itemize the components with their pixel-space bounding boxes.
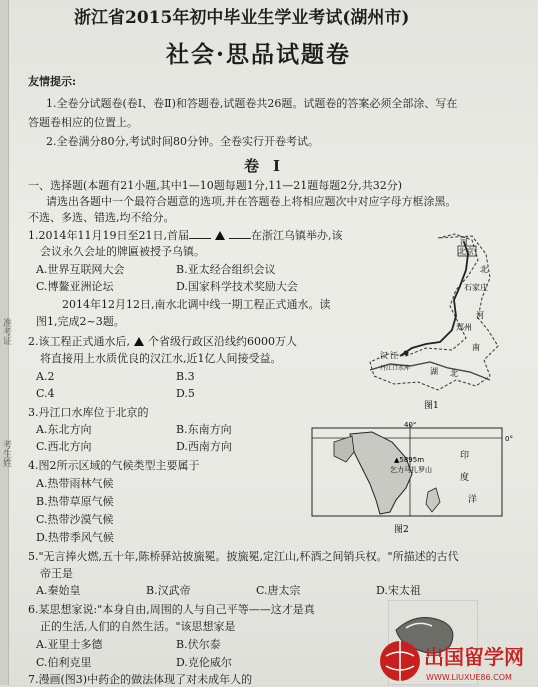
section-juan: 卷Ⅰ: [244, 157, 295, 175]
map-label: 北: [480, 265, 488, 274]
question-3-stem: 3.丹江口水库位于北京的: [28, 406, 149, 419]
q5-option-d: D.宋太祖: [376, 584, 421, 597]
q2-option-d: D.5: [176, 387, 195, 400]
ocean-label: 印: [460, 451, 470, 461]
map-label: 湖: [430, 367, 438, 376]
map-label: 北: [450, 369, 458, 378]
q2-option-c: C.4: [36, 387, 55, 400]
map-label: 石家庄: [464, 283, 488, 292]
tips-heading: 友情提示:: [28, 75, 77, 88]
question-4-stem: 4.图2所示区域的气候类型主要属于: [28, 459, 200, 472]
q3-option-c: C.西北方向: [36, 440, 92, 453]
coast-region: [334, 436, 354, 462]
madagascar-island: [426, 488, 440, 512]
q6-option-a: A.亚里士多德: [36, 638, 103, 651]
tips-item-1-cont: 答题卷相应的位置上。: [28, 116, 138, 129]
section-instruction: 请选出各题中一个最符合题意的选项,并在答题卷上将相应题次中对应字母方框涂黑。: [46, 195, 457, 208]
q2-stem-part-a: 2.该工程正式通水后,: [28, 335, 130, 348]
q1-stem-part-a: 1.2014年11月19日至21日,首届: [28, 229, 189, 242]
q4-option-d: D.热带季风气候: [36, 531, 114, 544]
site-watermark-logo: [378, 636, 538, 685]
q3-option-d: D.西南方向: [176, 440, 232, 453]
question-5-stem-cont: 帝王是: [40, 567, 73, 580]
peak-name: 乞力马扎罗山: [390, 466, 432, 474]
map-label: 河: [476, 311, 484, 320]
q6-option-d: D.克伦威尔: [176, 656, 232, 669]
question-6-stem: 6.某思想家说:"本身自由,周围的人与自己平等——这才是真: [28, 603, 315, 616]
blank-line: [189, 238, 211, 239]
map-label: 河: [460, 237, 468, 246]
q6-option-c: C.伯利克里: [36, 656, 92, 669]
map-label: 南: [472, 343, 480, 352]
q2-option-b: B.3: [176, 370, 195, 383]
tips-item-2: 2.全卷满分80分,考试时间80分钟。全卷实行开卷考试。: [46, 135, 319, 148]
q1-option-a: A.世界互联网大会: [36, 263, 125, 276]
figure-2-caption: 图2: [394, 525, 409, 535]
q1-option-b: B.亚太经合组织会议: [176, 263, 276, 276]
q5-option-c: C.唐太宗: [256, 584, 301, 597]
q4-option-c: C.热带沙漠气候: [36, 513, 114, 526]
question-7-stem: 7.漫画(图3)中药企的做法体现了对未成年人的: [28, 673, 253, 686]
map-label: 江: [390, 351, 398, 360]
longitude-label: 40°: [404, 422, 417, 429]
question-1-stem-cont: 会议永久会址的牌匾被授予乌镇。: [40, 245, 205, 258]
exam-subtitle: 社会·思品试题卷: [166, 41, 352, 68]
blank-triangle-icon: [215, 231, 225, 240]
watermark-url: WWW.LIUXUE86.COM: [426, 673, 512, 682]
q5-option-b: B.汉武帝: [146, 584, 191, 597]
reservoir-marker: [404, 351, 409, 356]
tips-item-1: 1.全卷分试题卷(卷Ⅰ、卷Ⅱ)和答题卷,试题卷共26题。试题卷的答案必须全部涂、写在: [46, 97, 458, 110]
q1-option-c: C.博鳌亚洲论坛: [36, 280, 114, 293]
canal-route: [400, 242, 468, 356]
q4-option-b: B.热带草原气候: [36, 495, 114, 508]
intro-line-1: 2014年12月12日,南水北调中线一期工程正式通水。读: [62, 298, 331, 311]
exam-title: 浙江省2015年初中毕业生学业考试(湖州市): [74, 8, 410, 28]
figure-2-map: [310, 422, 522, 537]
q3-option-b: B.东南方向: [176, 423, 232, 436]
q5-option-a: A.秦始皇: [36, 584, 81, 597]
q4-option-a: A.热带雨林气候: [36, 477, 114, 490]
blank-line: [229, 238, 251, 239]
question-6-stem-cont: 正的生活,人们的自然生活。"该思想家是: [40, 620, 236, 633]
map-label: 汉: [380, 351, 388, 360]
figure-1-map: [360, 230, 510, 415]
binding-mark-2: 考生姓: [1, 440, 11, 467]
map-label: 郑州: [456, 323, 472, 332]
ocean-label: 度: [460, 473, 470, 483]
question-2-stem-cont: 将直接用上水质优良的汉江水,近1亿人间接受益。: [40, 352, 282, 365]
question-2-stem: [28, 335, 297, 349]
section-instruction-2: 不选、多选、错选,均不给分。: [28, 211, 175, 224]
q2-option-a: A.2: [36, 370, 55, 383]
q1-stem-part-b: 在浙江乌镇举办,该: [250, 229, 343, 242]
figure-1-caption: 图1: [424, 401, 439, 411]
question-1-stem: [28, 229, 342, 243]
watermark-text: 出国留学网: [424, 645, 524, 669]
map-label: 丹江口水库: [380, 365, 411, 372]
q1-option-d: D.国家科学技术奖励大会: [176, 280, 298, 293]
q3-option-a: A.东北方向: [36, 423, 92, 436]
ocean-label: 洋: [468, 495, 478, 505]
blank-triangle-icon: [134, 337, 144, 346]
question-5-stem: 5."无言捧火燃,五十年,陈桥驿站披旒冕。披旒冕,定江山,杯酒之间销兵权。"所描述的古代: [28, 550, 459, 563]
q6-option-b: B.伏尔泰: [176, 638, 221, 651]
equator-label: 0°: [505, 435, 513, 443]
section-heading: 一、选择题(本题有21小题,其中1—10题每题1分,11—21题每题2分,共32分): [28, 179, 403, 192]
intro-line-2: 图1,完成2~3题。: [36, 315, 125, 328]
binding-mark: 准考证: [1, 318, 11, 345]
map-label: 北京: [458, 247, 474, 256]
peak-label: ▲5895m: [394, 456, 425, 464]
q2-stem-part-b: 个省级行政区沿线约6000万人: [148, 335, 297, 348]
